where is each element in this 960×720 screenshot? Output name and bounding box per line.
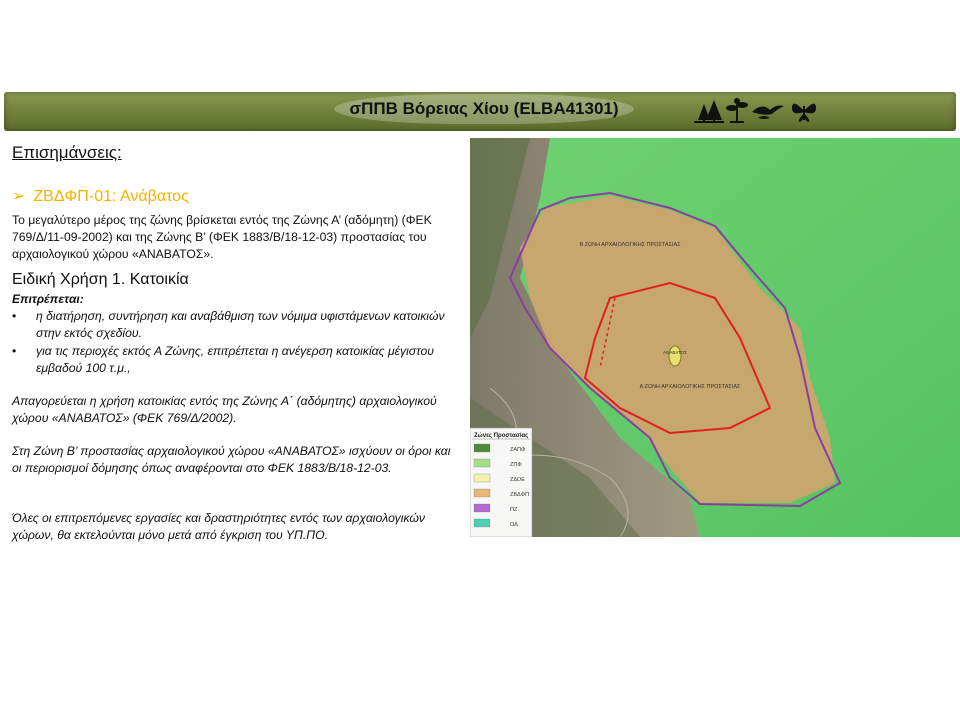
title-banner — [4, 92, 956, 131]
legend-swatch — [474, 444, 490, 452]
bullet-icon: • — [12, 309, 17, 323]
place-label: ΑΝΑΒΑΤΟΣ — [663, 350, 687, 355]
bullet-icon: • — [12, 344, 17, 358]
slide-title: σΠΠΒ Βόρειας Χίου (ELBA41301) — [334, 94, 634, 124]
trees-icon — [694, 100, 724, 123]
legend-label: ΠΖ — [510, 507, 518, 513]
banner-icons — [692, 98, 822, 124]
special-use-title: Ειδική Χρήση 1. Κατοικία — [12, 271, 189, 288]
bird-icon — [752, 106, 784, 120]
village-marker — [669, 346, 681, 366]
zone-title-text: ΖΒΔΦΠ-01: Ανάβατος — [33, 188, 189, 205]
zone-map — [470, 138, 960, 537]
legend-title: Ζώνες Προστασίας — [474, 433, 529, 439]
legend-swatch — [474, 504, 490, 512]
legend-swatch — [474, 459, 490, 467]
map-legend — [470, 428, 532, 537]
legend-label: ΖΒΔΦΠ — [510, 492, 530, 498]
zone-description: Το μεγαλύτερο μέρος της ζώνης βρίσκεται εντός της Ζώνης Α’ (αδόμητη) (ΦΕΚ 769/Δ/11-09-2002) και της Ζώνης Β’ (ΦΕΚ 1883/Β/18-12-03) προστασίας του αρχαιολογικού χώρου «ΑΝΑΒΑΤΟΣ». — [12, 213, 432, 261]
list-item — [12, 308, 452, 342]
legend-label: ΟΔ — [510, 522, 518, 528]
list-item-text: η διατήρηση, συντήρηση και αναβάθμιση των νόμιμα υφιστάμενων κατοικιών στην εκτός σχεδίου. — [36, 309, 445, 340]
list-item — [12, 343, 452, 377]
plant-icon — [726, 98, 748, 123]
zone-b-text: Στη Ζώνη Β’ προστασίας αρχαιολογικού χώρου «ΑΝΑΒΑΤΟΣ» ισχύουν οι όροι και οι περιορισμοί δόμησης όπως αναφέρονται στο ΦΕΚ 1883/Β/18-12-03. — [12, 444, 451, 475]
legend-label: ΖΠΦ — [510, 462, 522, 468]
remarks-heading: Επισημάνσεις: — [12, 143, 122, 162]
arrow-bullet-icon: ➢ — [12, 188, 26, 205]
legend-swatch — [474, 519, 490, 527]
map-svg — [470, 138, 960, 537]
approval-text: Όλες οι επιτρεπόμενες εργασίες και δραστηριότητες εντός των αρχαιολογικών χώρων, θα εκτελούνται μόνο μετά από έγκριση του ΥΠ.ΠΟ. — [12, 511, 425, 542]
prohibition-text: Απαγορεύεται η χρήση κατοικίας εντός της Ζώνης Α΄ (αδόμητης) αρχαιολογικού χώρου «ΑΝΑΒΑΤΟΣ» (ΦΕΚ 769/Δ/2002). — [12, 394, 437, 425]
legend-swatch — [474, 474, 490, 482]
legend-label: ΖΑΠΦ — [510, 447, 526, 453]
butterfly-icon — [792, 104, 816, 122]
zone-a-label: Α ΖΩΝΗ ΑΡΧΑΙΟΛΟΓΙΚΗΣ ΠΡΟΣΤΑΣΙΑΣ — [639, 384, 741, 390]
allowed-list — [12, 308, 452, 378]
list-item-text: για τις περιοχές εκτός Α Ζώνης, επιτρέπεται η ανέγερση κατοικίας μέγιστου εμβαδού 100 τ.μ., — [36, 344, 434, 375]
legend-label: ΖΔΟΕ — [510, 477, 525, 483]
zone-b-label: Β ΖΩΝΗ ΑΡΧΑΙΟΛΟΓΙΚΗΣ ΠΡΟΣΤΑΣΙΑΣ — [579, 242, 681, 248]
zone-title — [12, 186, 189, 206]
allowed-label: Επιτρέπεται: — [12, 292, 84, 306]
legend-swatch — [474, 489, 490, 497]
